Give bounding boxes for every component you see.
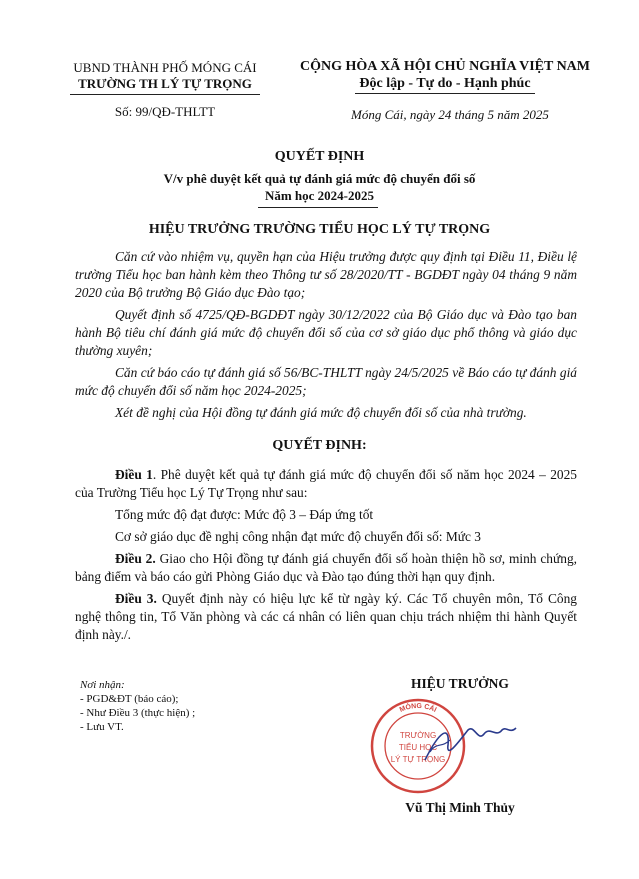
subject-underline xyxy=(258,207,378,208)
document-date: Móng Cái, ngày 24 tháng 5 năm 2025 xyxy=(351,107,549,122)
article-1 xyxy=(75,466,577,502)
school-name: TRƯỜNG TH LÝ TỰ TRỌNG xyxy=(78,76,252,91)
nation-motto: Độc lập - Tự do - Hạnh phúc xyxy=(359,76,531,91)
seal-arc-text: MÓNG CÁI xyxy=(398,702,438,714)
school-underline xyxy=(70,94,260,95)
recipient-item: - Như Điều 3 (thực hiện) ; xyxy=(80,707,196,719)
org-name: UBND THÀNH PHỐ MÓNG CÁI xyxy=(73,60,257,75)
signer-name: Vũ Thị Minh Thủy xyxy=(405,800,515,815)
issuing-authority: HIỆU TRƯỞNG TRƯỜNG TIỂU HỌC LÝ TỰ TRỌNG xyxy=(148,222,491,237)
recipients-label: Nơi nhận: xyxy=(80,679,125,691)
article-2-text: Giao cho Hội đồng tự đánh giá chuyển đổi số hoàn thiện hồ sơ, minh chứng, bảng điểm và báo cáo gửi Phòng Giáo dục và Đào tạo đúng thời hạn quy định. xyxy=(75,551,577,584)
preamble-item: Quyết định số 4725/QĐ-BGDĐT ngày 30/12/2022 của Bộ Giáo dục và Đào tạo ban hành Bộ tiêu chí đánh giá mức độ chuyển đổi số của cơ sở giáo dục phổ thông và giáo dục thường xuyên; xyxy=(75,307,577,358)
official-seal-and-signature xyxy=(370,690,540,800)
article-1-result: Tổng mức độ đạt được: Mức độ 3 – Đáp ứng tốt xyxy=(115,507,374,522)
recipient-item: - Lưu VT. xyxy=(80,721,124,733)
seal-line: TIỂU HỌC xyxy=(398,743,438,752)
nation-title: CỘNG HÒA XÃ HỘI CHỦ NGHĨA VIỆT NAM xyxy=(299,59,590,74)
subject-line-2: Năm học 2024-2025 xyxy=(264,188,375,203)
signer-title: HIỆU TRƯỞNG xyxy=(411,676,509,691)
header-right xyxy=(285,58,605,94)
seal-line: TRƯỜNG xyxy=(399,731,437,740)
document-title: QUYẾT ĐỊNH xyxy=(274,149,365,164)
preamble xyxy=(75,248,577,426)
preamble-item: Căn cứ báo cáo tự đánh giá số 56/BC-THLTT ngày 24/5/2025 về Báo cáo tự đánh giá mức độ chuyển đổi số năm học 2024-2025; xyxy=(75,365,577,398)
article-1-label: Điều 1 xyxy=(115,467,153,482)
article-3-text: Quyết định này có hiệu lực kể từ ngày ký. Các Tổ chuyên môn, Tổ Công nghệ thông tin, Tổ Văn phòng và các cá nhân có liên quan chịu trách nhiệm thi hành Quyết định này./. xyxy=(75,591,577,642)
svg-text:MÓNG CÁI xyxy=(399,702,438,714)
article-2 xyxy=(75,550,577,586)
header-left xyxy=(60,60,270,95)
subject-line-1: V/v phê duyệt kết quả tự đánh giá mức độ chuyển đổi số xyxy=(163,171,476,186)
document-number: Số: 99/QĐ-THLTT xyxy=(114,104,216,119)
preamble-item: Xét đề nghị của Hội đồng tự đánh giá mức độ chuyển đổi số của nhà trường. xyxy=(115,405,527,420)
article-1-proposal: Cơ sở giáo dục đề nghị công nhận đạt mức độ chuyển đổi số: Mức 3 xyxy=(115,529,481,544)
articles xyxy=(75,466,577,648)
recipients xyxy=(80,678,195,734)
preamble-item: Căn cứ vào nhiệm vụ, quyền hạn của Hiệu trưởng được quy định tại Điều 11, Điều lệ trường Tiểu học ban hành kèm theo Thông tư số 28/2020/TT - BGDĐT ngày 04 tháng 9 năm 2020 của Bộ trưởng Bộ Giáo dục Đào tạo; xyxy=(75,249,577,300)
seal-line: LÝ TỰ TRỌNG xyxy=(390,755,446,764)
recipient-item: - PGD&ĐT (báo cáo); xyxy=(80,693,179,705)
article-3-label: Điều 3. xyxy=(115,591,157,606)
document-subject xyxy=(0,170,639,204)
decide-heading: QUYẾT ĐỊNH: xyxy=(272,438,367,453)
article-1-text: . Phê duyệt kết quả tự đánh giá mức độ chuyển đổi số năm học 2024 – 2025 của Trường Tiểu học Lý Tự Trọng như sau: xyxy=(75,467,578,500)
article-3 xyxy=(75,590,577,644)
motto-underline xyxy=(355,93,535,94)
article-2-label: Điều 2. xyxy=(115,551,156,566)
